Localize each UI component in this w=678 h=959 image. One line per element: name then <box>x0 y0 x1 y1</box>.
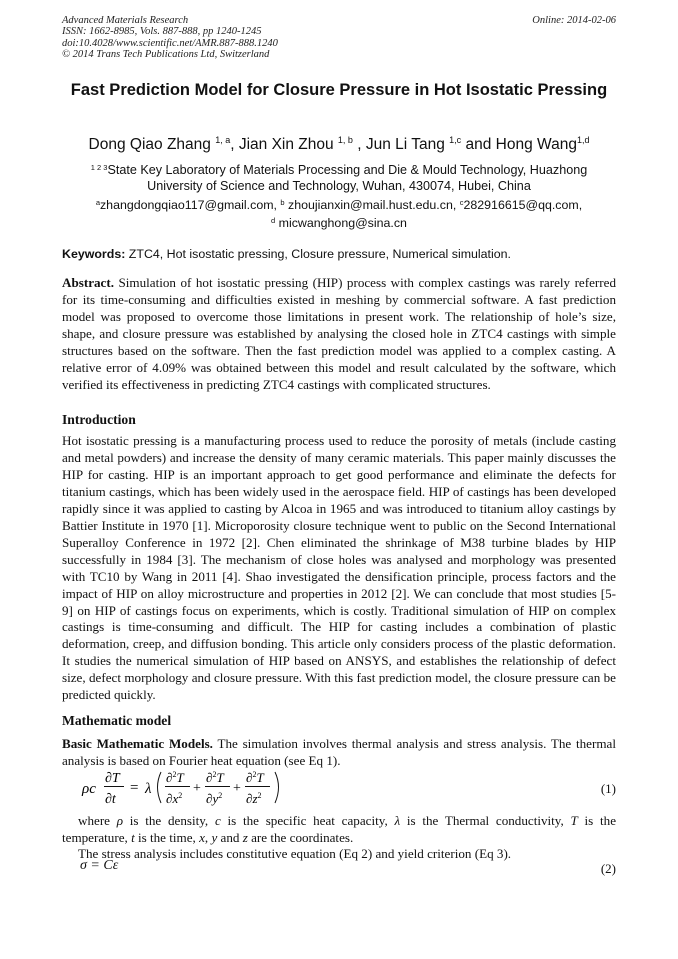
email-address[interactable]: zhangdongqiao117@gmail.com, <box>99 198 281 212</box>
svg-text:∂T: ∂T <box>105 771 120 786</box>
author-name: , Jun Li Tang <box>352 136 450 153</box>
svg-text:=: = <box>130 780 139 796</box>
author-name: Dong Qiao Zhang <box>88 136 216 153</box>
svg-text:ρc: ρc <box>82 781 96 797</box>
symbol-z: z <box>242 829 248 845</box>
svg-text:+: + <box>233 781 241 796</box>
symbol-T: T <box>570 813 578 828</box>
online-date: Online: 2014-02-06 <box>532 15 616 26</box>
text-run: is the temperature, <box>62 813 617 845</box>
doi-line[interactable]: doi:10.4028/www.scientific.net/AMR.887-888.1240 <box>62 37 278 49</box>
copyright-line: © 2014 Trans Tech Publications Ltd, Switzerland <box>62 48 270 60</box>
text-run: are the coordinates. <box>247 829 354 845</box>
paper-title: Fast Prediction Model for Closure Pressure in Hot Isostatic Pressing <box>70 81 608 99</box>
email-address[interactable]: zhoujianxin@mail.hust.edu.cn, <box>284 198 460 212</box>
svg-text:∂z2: $\partial z^2$ <box>246 791 262 806</box>
abstract <box>62 275 616 394</box>
section-heading-introduction: Introduction <box>62 412 136 427</box>
equation-1-number: (1) <box>600 781 616 796</box>
symbol-rho: ρ <box>116 813 124 828</box>
subsection-label: Basic Mathematic Models. <box>62 736 213 751</box>
introduction-paragraph: Hot isostatic pressing is a manufacturing process used to reduce the porosity of metals (include casting and metal powders) and increase the density of many ceramic materials. This paper mainly discusses the HIP for casting. HIP is an important approach to get good performance and eliminate the defects for titanium castings, which has been widely used in the aerospace field. HIP of castings has been developed rapidly since it was applied to casting by Alcoa in 1965 and was introduced to titanium alloy castings by Battier Institute in 1970 [1]. Microporosity closure technique went to public on the Second International Superalloy Conference in 1972 [2]. Chen eliminated the shrinkage of M38 turbine blades by HIP successfully in 1984 [3]. The mechanism of close holes was analysed and morphology was presented with TC10 by Wang in 2011 [4]. Shao investigated the densification principle, process factors and the impact of HIP on alloy microstructure and properties in 2012 [2]. We can conclude that most studies [5-9] on HIP of castings focus on experiments, which is costly. Traditional simulation of HIP on complex castings is time-consuming and difficult. The HIP for casting includes a combination of plastic deformation, creep, and diffusion bonding. This article only considers process of the plastic deformation. It studies the numerical simulation of HIP based on ANSYS, and establishes the relationship of defect size, defect morphology and closure pressure. With this fast prediction model, the closure pressure can be predicted quickly. <box>62 433 616 703</box>
symbol-c: c <box>214 813 221 828</box>
email-mark: b <box>280 198 285 207</box>
email-mark: d <box>271 216 276 225</box>
text-run: , <box>204 829 212 845</box>
email-address[interactable]: 282916615@qq.com, <box>463 198 583 212</box>
author-affil-mark: 1,d <box>576 135 590 145</box>
journal-name: Advanced Materials Research <box>62 15 189 26</box>
section-heading-mathematic-model: Mathematic model <box>62 713 172 728</box>
svg-text:+: + <box>193 781 201 796</box>
svg-text:∂t: ∂t <box>105 792 116 807</box>
author-affil-mark: 1, b <box>337 135 353 145</box>
svg-text:∂x2: $\partial x^2$ <box>166 791 183 806</box>
abstract-text: Simulation of hot isostatic pressing (HIP) process with complex castings was rarely referred for its time-consuming and difficulties existed in meshing by commercial software. A fast prediction model was proposed to overcome those limitations in present work. The relationship of hole’s size, shape, and closure pressure was established by analysing the closed hole in ZTC4 castings with simple structures based on the software. Then the fast prediction model was applied to a complex casting. A relative error of 4.09% was obtained between this model and result calculated by the software, which verified its effectiveness in predicting ZTC4 castings with complicated structures. <box>62 275 616 392</box>
author-name: and Hong Wang <box>461 136 577 153</box>
issn-line: ISSN: 1662-8985, Vols. 887-888, pp 1240-1245 <box>62 26 262 38</box>
basic-models-paragraph <box>62 736 616 770</box>
symbol-t: t <box>131 829 135 845</box>
text-run: where <box>78 813 117 828</box>
keywords <box>62 247 622 262</box>
equation-1 <box>80 768 616 808</box>
affiliation <box>62 160 616 194</box>
text-run: is the Thermal conductivity, <box>400 813 571 828</box>
text-run: is the density, <box>123 813 215 828</box>
equation-2: σ = Cε <box>80 858 119 873</box>
email-address[interactable]: micwanghong@sina.cn <box>275 216 407 230</box>
author-emails <box>62 195 616 231</box>
affiliation-mark: 1 2 3 <box>90 163 108 172</box>
stress-analysis-text: The stress analysis includes constitutive equation (Eq 2) and yield criterion (Eq 3). <box>78 846 512 861</box>
basic-models-text: The simulation involves thermal analysis and stress analysis. The thermal analysis is based on Fourier heat equation (see Eq 1). <box>62 736 616 768</box>
symbol-x: x <box>199 829 205 845</box>
abstract-label: Abstract. <box>62 275 114 290</box>
author-name: , Jian Xin Zhou <box>230 136 338 153</box>
equation-1-explanation <box>62 813 616 847</box>
journal-header <box>62 15 278 60</box>
email-mark: c <box>459 198 464 207</box>
keywords-label: Keywords: <box>62 247 126 261</box>
keywords-text: ZTC4, Hot isostatic pressing, Closure pressure, Numerical simulation. <box>125 247 511 261</box>
symbol-y: y <box>211 829 218 845</box>
text-run: and <box>217 829 243 845</box>
text-run: is the time, <box>134 829 200 845</box>
svg-text:λ: λ <box>145 781 152 797</box>
svg-text:∂2T: ∂$^2$T <box>166 770 184 785</box>
svg-text:∂y2: $\partial y^2$ <box>206 791 223 806</box>
symbol-lambda: λ <box>394 813 401 828</box>
svg-text:∂2T: ∂$^2$T <box>246 770 264 785</box>
svg-text:∂2T: ∂$^2$T <box>206 770 224 785</box>
author-list <box>40 130 638 155</box>
email-mark: a <box>95 198 100 207</box>
text-run: is the specific heat capacity, <box>220 813 395 828</box>
author-affil-mark: 1, a <box>215 135 231 145</box>
author-affil-mark: 1,c <box>449 135 462 145</box>
equation-2-number: (2) <box>600 861 616 876</box>
affiliation-text: State Key Laboratory of Materials Processing and Die & Mould Technology, Huazhong University of Science and Technology, Wuhan, 430074, Hubei, China <box>107 163 588 193</box>
